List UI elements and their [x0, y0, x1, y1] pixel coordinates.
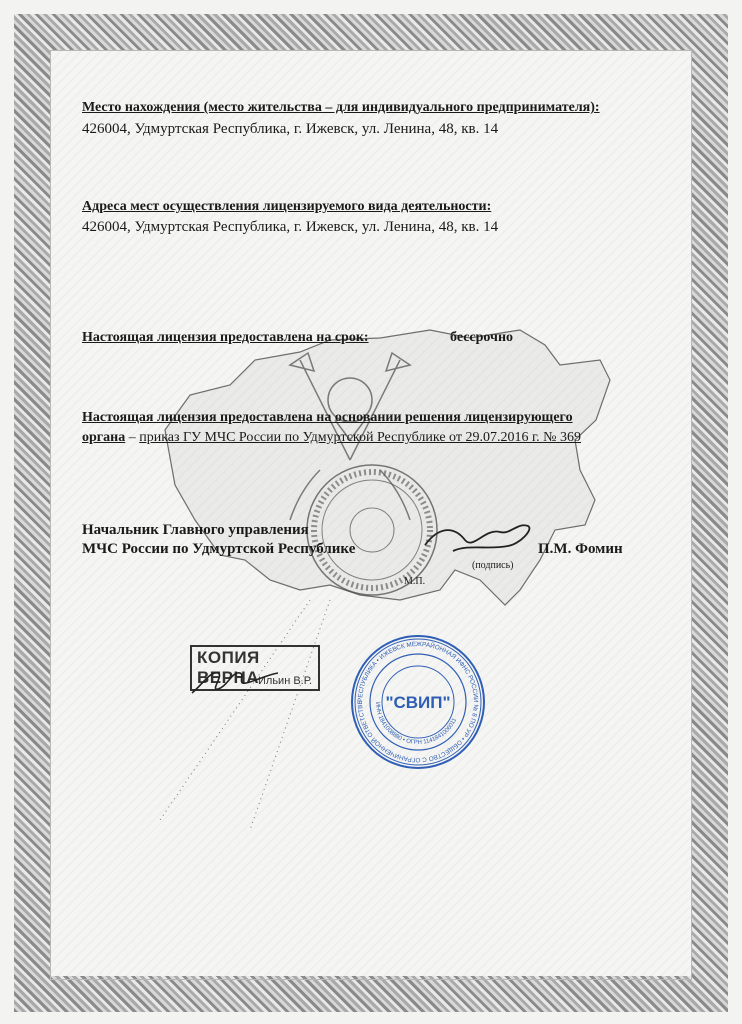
copy-stamp-signature: [190, 663, 280, 698]
company-round-seal: [348, 632, 488, 772]
signature-caption: (подпись): [472, 560, 514, 571]
seal-inner-ring-text: ИНН 1841008880 • ОГРН 1141841006011: [373, 701, 459, 747]
seal-place-mark: М.П.: [404, 576, 426, 587]
basis-dash: –: [128, 430, 136, 445]
location-value: 426004, Удмуртская Республика, г. Ижевск, ул. Ленина, 48, кв. 14: [82, 121, 499, 137]
signatory-name: П.М. Фомин: [538, 541, 623, 557]
copy-stamp-text: КОПИЯ ВЕРНА: [190, 645, 320, 691]
seal-graphic: [348, 632, 488, 772]
basis-line2: [82, 430, 581, 446]
seal-ring-text: РЕСПУБЛИКА • ИЖЕВСК МЕЖРАЙОННАЯ ИФНС РОССИИ № 8 ПО УР • ОБЩЕСТВО С ОГРАНИЧЕННОЙ ОТВЕТСТВЕ: [356, 640, 480, 764]
copy-certified-stamp: [190, 645, 320, 705]
basis-label-line2: органа: [82, 430, 126, 445]
signatory-title-line1: Начальник Главного управления: [82, 522, 309, 538]
decorative-dots: [160, 600, 330, 830]
term-label: Настоящая лицензия предоставлена на срок:: [82, 330, 369, 345]
location-label: Место нахождения (место жительства – для индивидуального предпринимателя):: [82, 100, 600, 115]
basis-label-line1: Настоящая лицензия предоставлена на основании решения лицензирующего: [82, 410, 573, 425]
seal-center-text: "СВИП": [385, 693, 451, 712]
activity-address-value: 426004, Удмуртская Республика, г. Ижевск, ул. Ленина, 48, кв. 14: [82, 219, 499, 235]
term-value: бессрочно: [450, 330, 514, 345]
basis-value: приказ ГУ МЧС России по Удмуртской Республике от 29.07.2016 г. № 369: [139, 430, 582, 445]
copy-stamp-name: Ильин В.Р.: [258, 675, 313, 687]
signatory-title-line2: МЧС России по Удмуртской Республике: [82, 541, 356, 557]
activity-address-label: Адреса мест осуществления лицензируемого вида деятельности:: [82, 199, 492, 214]
